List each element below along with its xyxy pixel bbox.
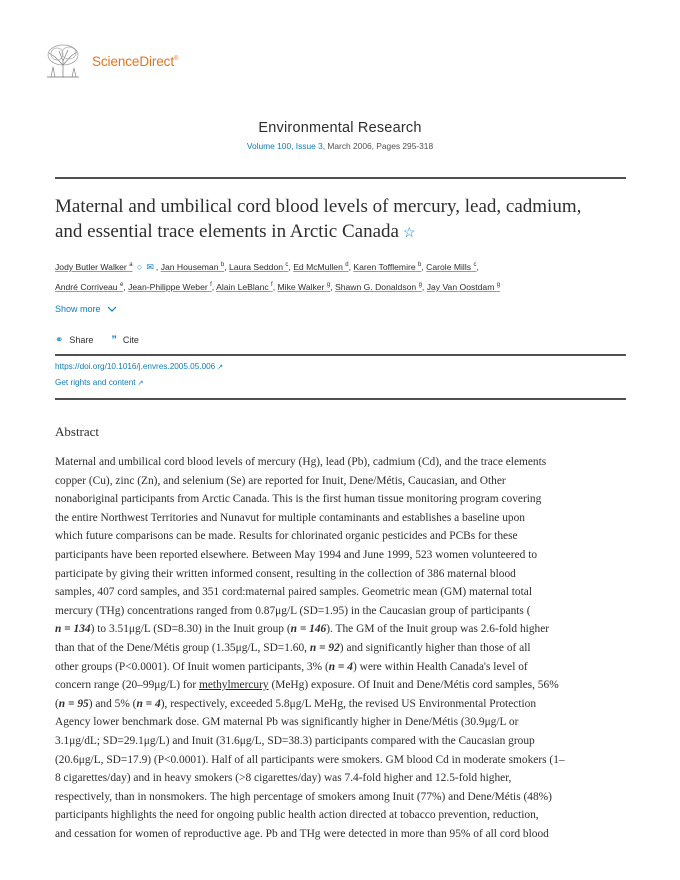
abstract-line [55, 583, 630, 602]
author-affiliation: b [418, 262, 422, 268]
quote-icon[interactable]: ” [111, 334, 117, 346]
publisher-name: ScienceDirect [92, 53, 174, 69]
author-link[interactable] [128, 282, 212, 292]
abstract-text: ( [55, 697, 59, 710]
external-link-icon: ↗ [217, 364, 224, 371]
author-name: Karen Tofflemire [353, 261, 416, 272]
divider-bottom [55, 398, 626, 400]
author-link[interactable] [278, 282, 331, 292]
author-affiliation: g [418, 281, 422, 288]
article-title [55, 194, 626, 246]
author-link[interactable] [161, 262, 225, 272]
math-expression: n = 92 [309, 641, 340, 654]
abstract-text: participate by giving their written informed consent, resulting in the collection of 386 maternal blood [55, 567, 516, 580]
abstract-text: ), respectively, exceeded 5.8μg/L MeHg, the revised US Environmental Protection [160, 697, 537, 710]
abstract-text: the entire Northwest Territories and Nunavut for multiple contaminants and establishes a baseline upon [55, 511, 525, 524]
divider-top [55, 177, 626, 179]
author-list: Jody Butler Walker $^a$ ○ ✉ , Jan Houseman $^b$, Laura Seddon $^c$, Ed McMullen $^d$, Karen Tofflemire $^b$, Carole Mills $^c$, André Corriveau $^e$, Jean-Philippe Weber $^f$, Alain LeBlanc $^f$, Mike Walker $^g$, Shawn G. Donaldson $^g$, Jay Van Oostdam $^g$ [55, 261, 501, 292]
author-link[interactable] [426, 262, 476, 272]
abstract-text: copper (Cu), zinc (Zn), and selenium (Se) are reported for Inuit, Dene/Métis, Caucasian, and Other [55, 474, 506, 487]
person-icon[interactable]: ○ [136, 261, 143, 272]
abstract-body [55, 453, 630, 843]
abstract-line [55, 509, 630, 528]
abstract-text: and cessation for women of reproductive age. Pb and THg were detected in more than 95% of all cord blood [55, 827, 549, 840]
issue-link[interactable]: Volume 100, Issue 3 [246, 141, 323, 151]
abstract-line [55, 527, 630, 546]
author-affiliation: e [119, 281, 124, 288]
author-link[interactable] [353, 262, 421, 272]
abstract-text: nonaboriginal participants from Arctic Canada. This is the first human tissue monitoring program covering [55, 493, 542, 506]
abstract-text: samples, 407 cord samples, and 351 cord:maternal paired samples. Geometric mean (GM) maternal total [55, 586, 532, 599]
abstract-line [55, 713, 630, 732]
abstract-text: participants highlights the need for ongoing public health action directed at tobacco prevention, reduction, [55, 809, 539, 822]
cite-button[interactable]: Cite [122, 335, 139, 345]
publisher-header [43, 42, 178, 80]
abstract-text: than that of the Dene/Métis group (1.35μg/L, SD=1.60, [55, 641, 310, 654]
author-name: Jean-Philippe Weber [128, 281, 208, 292]
author-name: Jay Van Oostdam [426, 281, 495, 292]
abstract-line [55, 751, 630, 770]
term-link[interactable]: methylmercury [199, 679, 269, 692]
author-name: Alain LeBlanc [216, 281, 269, 292]
registered-mark: ® [173, 55, 179, 62]
abstract-text: concern range (20–99μg/L) for [55, 679, 200, 692]
abstract-heading: Abstract [55, 424, 100, 439]
rights-text: Get rights and content [55, 378, 136, 387]
author-link[interactable] [55, 282, 123, 292]
elsevier-tree-logo[interactable] [43, 43, 83, 79]
journal-title[interactable]: Environmental Research [258, 120, 422, 136]
abstract-text: respectively, than in nonsmokers. The high percentage of smokers among Inuit (77%) and Dene/Métis (48%) [55, 790, 552, 803]
author-name: André Corriveau [55, 281, 118, 292]
abstract-line [55, 453, 630, 472]
show-more-button[interactable] [55, 304, 117, 314]
abstract-line [55, 472, 630, 491]
math-expression: n = 95 [58, 697, 89, 710]
rights-link[interactable] [55, 378, 143, 387]
author-link[interactable] [335, 282, 422, 292]
author-name: Carole Mills [426, 261, 472, 272]
math-expression: n = 4 [328, 660, 353, 673]
abstract-line [55, 732, 630, 751]
author-affiliation: f [271, 281, 273, 288]
abstract-text: (20.6μg/L, SD=17.9) (P<0.0001). Half of all participants were smokers. GM blood Cd in moderate smokers (1– [55, 753, 565, 766]
article-title-line-1: Maternal and umbilical cord blood levels of mercury, lead, cadmium, [55, 196, 582, 217]
abstract-line [55, 806, 630, 825]
author-link[interactable] [427, 282, 500, 292]
abstract-text: ) and 5% ( [88, 697, 137, 710]
abstract-line [55, 695, 630, 714]
author-link[interactable] [293, 262, 348, 272]
abstract-line [55, 769, 630, 788]
abstract-text: 8 cigarettes/day) and in heavy smokers (>8 cigarettes/day) was 7.4-fold higher and 12.5-fold higher, [55, 772, 512, 785]
abstract-text: ) to 3.51μg/L (SD=8.30) in the Inuit group ( [90, 623, 291, 636]
author-name: Jody Butler Walker [55, 261, 127, 272]
author-link[interactable] [55, 262, 133, 272]
external-link-icon: ↗ [137, 380, 144, 387]
abstract-line [55, 676, 630, 695]
abstract-line [55, 658, 630, 677]
abstract-text: (MeHg) exposure. Of Inuit and Dene/Métis cord samples, 56% [268, 679, 559, 692]
journal-issue-meta [247, 141, 433, 151]
author-affiliation: f [210, 281, 212, 288]
abstract-text: ) were within Health Canada's level of [352, 660, 528, 673]
author-name: Mike Walker [277, 281, 325, 292]
share-icon[interactable]: ⚭ [55, 334, 64, 346]
author-affiliation: a [129, 262, 133, 268]
author-affiliation: d [345, 262, 349, 268]
abstract-line [55, 602, 630, 621]
author-link[interactable] [229, 262, 288, 272]
article-actions [55, 334, 139, 346]
math-expression: n = 134 [55, 623, 91, 636]
author-name: Shawn G. Donaldson [334, 281, 417, 292]
journal-info [0, 120, 680, 154]
author-affiliation: g [496, 281, 501, 288]
doi-text: https://doi.org/10.1016/j.envres.2005.05.006 [55, 362, 216, 371]
star-icon[interactable]: ☆ [402, 226, 416, 241]
article-title-line-2: and essential trace elements in Arctic Canada [55, 221, 399, 242]
mail-icon[interactable]: ✉ [146, 261, 154, 272]
abstract-text: mercury (THg) concentrations ranged from 0.87μg/L (SD=1.95) in the Caucasian group of participants ( [55, 604, 531, 617]
abstract-line [55, 825, 630, 844]
chevron-down-icon [107, 306, 117, 312]
author-name: Jan Houseman [160, 261, 219, 272]
author-affiliation: c [473, 262, 477, 268]
abstract-text: which future comparisons can be made. Results for chlorinated organic pesticides and PCBs for these [55, 530, 518, 543]
author-name: Ed McMullen [293, 261, 343, 272]
doi-link[interactable] [55, 362, 223, 371]
abstract-line [55, 565, 630, 584]
abstract-text: participants have been reported elsewhere. Between May 1994 and June 1999, 523 women volunteered to [55, 548, 538, 561]
abstract-line [55, 546, 630, 565]
abstract-text: ). The GM of the Inuit group was 2.6-fold higher [326, 623, 550, 636]
abstract-line [55, 490, 630, 509]
share-button[interactable]: Share [69, 335, 94, 345]
author-link[interactable] [216, 282, 273, 292]
math-expression: n = 146 [290, 623, 327, 636]
author-affiliation: g [326, 281, 331, 288]
abstract-line [55, 788, 630, 807]
abstract-text: Agency lower benchmark dose. GM maternal Pb was significantly higher in Dene/Métis (30.9μg/L or [55, 716, 519, 729]
author-affiliation: c [285, 262, 289, 268]
abstract-text: Maternal and umbilical cord blood levels of mercury (Hg), lead (Pb), cadmium (Cd), and the trace elements [55, 456, 547, 468]
author-affiliation: b [220, 262, 225, 268]
abstract-line [55, 620, 630, 639]
show-more-label: Show more [55, 304, 101, 314]
abstract-text: 3.1μg/dL; SD=29.1μg/L) and Inuit (31.6μg/L, SD=38.3) participants compared with the Caucasian group [55, 734, 535, 747]
math-expression: n = 4 [136, 697, 161, 710]
sciencedirect-logo[interactable] [92, 54, 178, 69]
issue-pages: , March 2006, Pages 295-318 [322, 141, 434, 151]
author-name: Laura Seddon [229, 261, 284, 272]
abstract-text: ) and significantly higher than those of all [339, 641, 531, 654]
abstract-text: other groups (P<0.0001). Of Inuit women participants, 3% ( [55, 660, 329, 673]
abstract-line [55, 639, 630, 658]
divider-middle [55, 354, 626, 356]
